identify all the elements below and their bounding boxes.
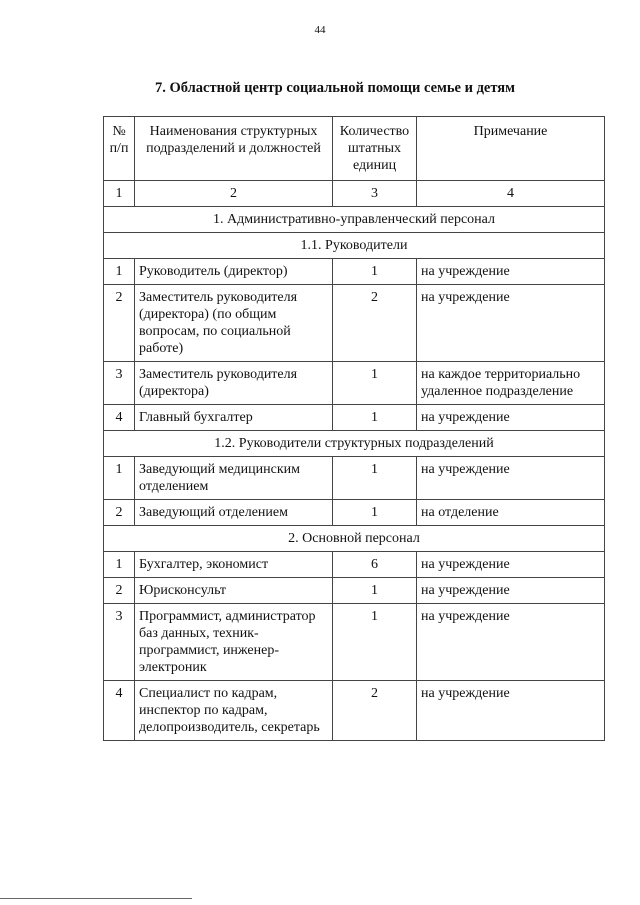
table-row xyxy=(104,604,605,681)
row-number: 2 xyxy=(104,500,135,526)
staff-count: 6 xyxy=(333,552,417,578)
staff-count: 1 xyxy=(333,405,417,431)
staff-count: 2 xyxy=(333,681,417,741)
row-number: 1 xyxy=(104,259,135,285)
table-row xyxy=(104,362,605,405)
header-note: Примечание xyxy=(417,117,605,181)
position-name: Главный бухгалтер xyxy=(135,405,333,431)
row-number: 4 xyxy=(104,405,135,431)
position-name: Заместитель руководителя (директора) (по общим вопросам, по социальной работе) xyxy=(135,285,333,362)
row-note: на учреждение xyxy=(417,552,605,578)
position-name: Программист, администратор баз данных, техник-программист, инженер-электроник xyxy=(135,604,333,681)
section-heading: 1.2. Руководители структурных подразделений xyxy=(104,431,605,457)
row-number: 4 xyxy=(104,681,135,741)
section-heading-row xyxy=(104,207,605,233)
section-heading-row xyxy=(104,233,605,259)
section-heading: 2. Основной персонал xyxy=(104,526,605,552)
section-heading-row xyxy=(104,526,605,552)
row-note: на учреждение xyxy=(417,604,605,681)
column-number: 3 xyxy=(333,181,417,207)
row-number: 2 xyxy=(104,578,135,604)
row-note: на учреждение xyxy=(417,457,605,500)
header-qty: Количество штатных единиц xyxy=(333,117,417,181)
column-number: 1 xyxy=(104,181,135,207)
column-number-row xyxy=(104,181,605,207)
header-num: № п/п xyxy=(104,117,135,181)
page-number: 44 xyxy=(314,24,326,36)
row-note: на учреждение xyxy=(417,285,605,362)
table-row xyxy=(104,681,605,741)
position-name: Бухгалтер, экономист xyxy=(135,552,333,578)
table-row xyxy=(104,285,605,362)
table-body xyxy=(104,181,605,741)
staff-count: 1 xyxy=(333,500,417,526)
staff-count: 1 xyxy=(333,604,417,681)
row-number: 1 xyxy=(104,552,135,578)
table-row xyxy=(104,405,605,431)
header-name: Наименования структурных подразделений и должностей xyxy=(135,117,333,181)
column-number: 4 xyxy=(417,181,605,207)
column-number: 2 xyxy=(135,181,333,207)
row-number: 3 xyxy=(104,604,135,681)
table-row xyxy=(104,259,605,285)
row-number: 2 xyxy=(104,285,135,362)
position-name: Специалист по кадрам, инспектор по кадрам, делопроизводитель, секретарь xyxy=(135,681,333,741)
table-row xyxy=(104,457,605,500)
staff-count: 1 xyxy=(333,457,417,500)
position-name: Заместитель руководителя (директора) xyxy=(135,362,333,405)
position-name: Заведующий медицинским отделением xyxy=(135,457,333,500)
row-note: на учреждение xyxy=(417,405,605,431)
section-heading: 1. Административно-управленческий персонал xyxy=(104,207,605,233)
table-row xyxy=(104,500,605,526)
position-name: Заведующий отделением xyxy=(135,500,333,526)
row-note: на учреждение xyxy=(417,259,605,285)
row-number: 3 xyxy=(104,362,135,405)
section-heading-row xyxy=(104,431,605,457)
table-row xyxy=(104,552,605,578)
row-number: 1 xyxy=(104,457,135,500)
row-note: на учреждение xyxy=(417,681,605,741)
row-note: на каждое территориально удаленное подразделение xyxy=(417,362,605,405)
row-note: на отделение xyxy=(417,500,605,526)
section-heading: 1.1. Руководители xyxy=(104,233,605,259)
row-note: на учреждение xyxy=(417,578,605,604)
staff-count: 1 xyxy=(333,578,417,604)
page-title: 7. Областной центр социальной помощи семье и детям xyxy=(154,80,516,96)
table-header-row xyxy=(104,117,605,181)
staff-count: 1 xyxy=(333,259,417,285)
staff-count: 1 xyxy=(333,362,417,405)
position-name: Руководитель (директор) xyxy=(135,259,333,285)
footnote-divider xyxy=(0,898,192,899)
staff-count: 2 xyxy=(333,285,417,362)
staff-table xyxy=(103,116,605,741)
table-row xyxy=(104,578,605,604)
position-name: Юрисконсульт xyxy=(135,578,333,604)
